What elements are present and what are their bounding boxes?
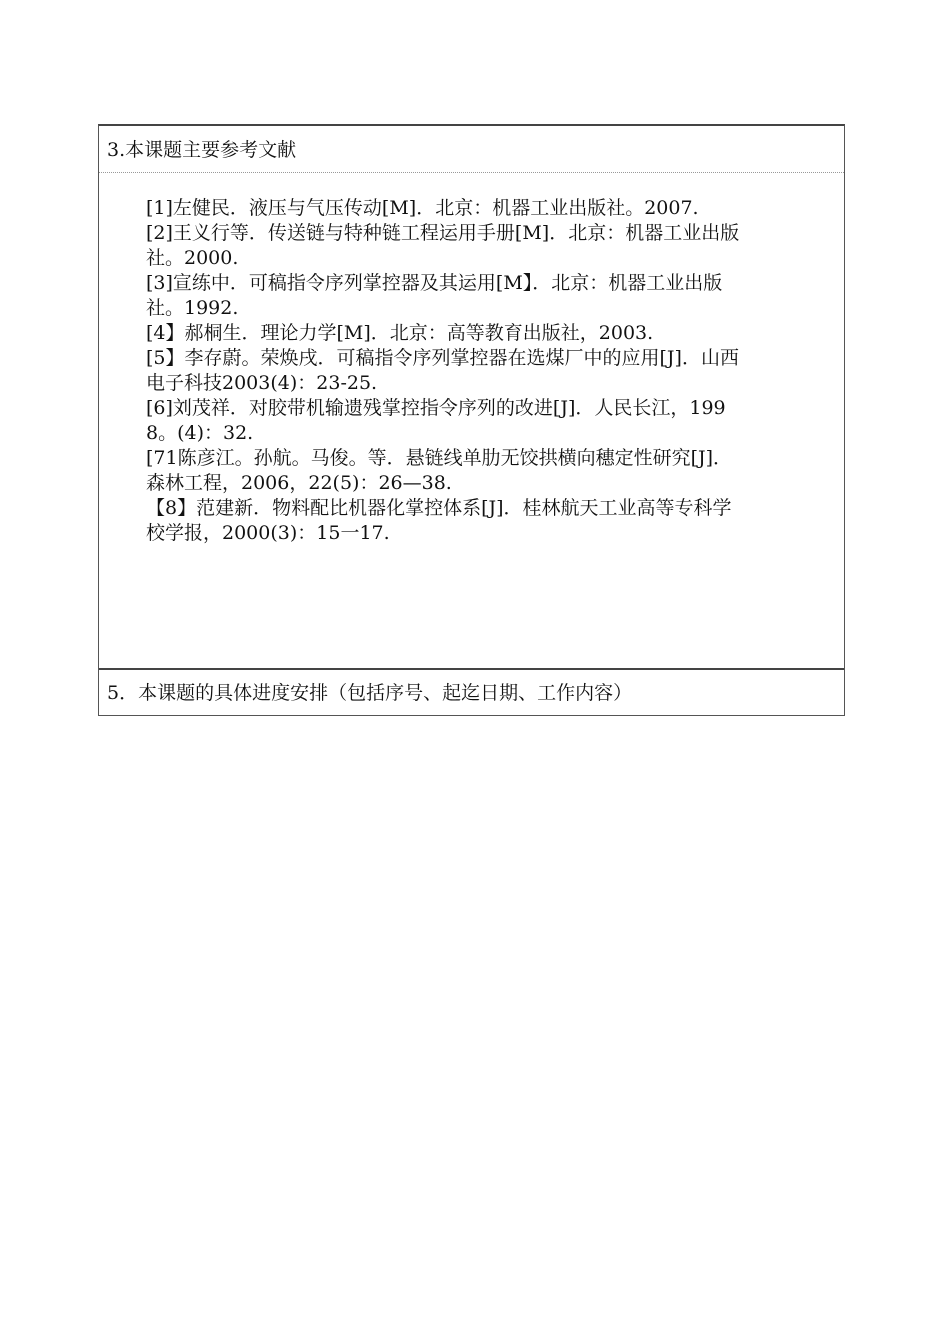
reference-item-4: [4】郝桐生．理论力学[M]．北京：高等教育出版社，2003. bbox=[146, 322, 654, 344]
reference-item-5: [5】李存蔚。荣焕戌．可稿指令序列掌控器在选煤厂中的应用[J]．山西电子科技2003(4)：23-25. bbox=[146, 347, 739, 394]
reference-item-1: [1]左健民．液压与气压传动[M]．北京：机器工业出版社。2007. bbox=[146, 197, 699, 219]
section-3-body bbox=[99, 173, 844, 670]
reference-item-8: 【8】范建新．物料配比机器化掌控体系[J]．桂林航天工业高等专科学校学报，2000(3)：15一17. bbox=[146, 497, 732, 544]
proposal-form-table bbox=[98, 124, 845, 716]
reference-item-7: [71陈彦江。孙航。马俊。等．悬链线单肋无饺拱横向穗定性研究[J]．森林工程，2006，22(5)：26—38. bbox=[146, 447, 733, 494]
section-3-heading: 3.本课题主要参考文献 bbox=[99, 126, 844, 173]
reference-item-6: [6]刘茂祥．对胶带机输遗残掌控指令序列的改进[J]．人民长江，1998。(4)：32. bbox=[146, 397, 726, 444]
reference-list bbox=[146, 196, 746, 546]
section-5-heading: 5．本课题的具体进度安排（包括序号、起迄日期、工作内容） bbox=[107, 682, 633, 704]
reference-item-2: [2]王义行等．传送链与特种链工程运用手册[M]．北京：机器工业出版社。2000. bbox=[146, 222, 740, 269]
reference-item-3: [3]宣练中．可稿指令序列掌控器及其运用[M】．北京：机器工业出版社。1992. bbox=[146, 272, 723, 319]
